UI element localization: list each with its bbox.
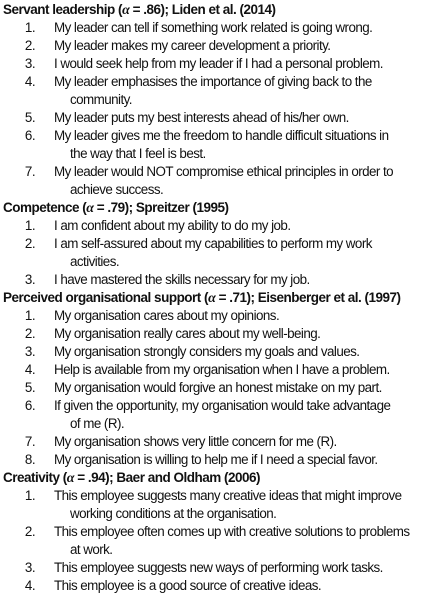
list-item — [3, 559, 443, 577]
item-number: 2. — [24, 524, 35, 539]
item-text: I have mastered the skills necessary for my job. — [54, 272, 310, 287]
item-number: 3. — [24, 560, 35, 575]
item-number: 7. — [24, 164, 35, 179]
item-list — [3, 487, 443, 595]
item-text-continued: community. — [70, 92, 132, 107]
item-text: This employee suggests new ways of performing work tasks. — [54, 560, 383, 575]
item-text: My leader can tell if something work related is going wrong. — [54, 20, 373, 35]
scale-heading-name: Competence ( — [3, 200, 87, 215]
list-item — [3, 397, 443, 433]
item-number: 5. — [24, 380, 35, 395]
list-item — [3, 163, 443, 199]
scale-heading-citation: = .71); Eisenberger et al. (1997) — [215, 290, 401, 305]
item-list — [3, 217, 443, 289]
item-text: My organisation is willing to help me if I need a special favor. — [54, 452, 378, 467]
item-number: 1. — [24, 218, 35, 233]
scale-section — [3, 1, 443, 199]
item-text: My organisation would forgive an honest mistake on my part. — [54, 380, 382, 395]
item-number: 2. — [24, 326, 35, 341]
item-text: Help is available from my organisation when I have a problem. — [54, 362, 390, 377]
list-item — [3, 343, 443, 361]
item-text: My leader would NOT compromise ethical principles in order to — [54, 164, 394, 179]
item-number: 3. — [24, 272, 35, 287]
list-item — [3, 73, 443, 109]
item-text: I am self-assured about my capabilities to perform my work — [54, 236, 372, 251]
item-number: 2. — [24, 236, 35, 251]
item-text-continued: achieve success. — [70, 182, 164, 197]
list-item — [3, 127, 443, 163]
item-list — [3, 19, 443, 199]
item-text: I would seek help from my leader if I had a personal problem. — [54, 56, 383, 71]
list-item — [3, 271, 443, 289]
alpha-symbol: α — [208, 291, 216, 306]
list-item — [3, 235, 443, 271]
list-item — [3, 37, 443, 55]
scale-heading — [3, 289, 443, 307]
list-item — [3, 379, 443, 397]
list-item — [3, 487, 443, 523]
scale-section — [3, 289, 443, 469]
list-item — [3, 19, 443, 37]
alpha-symbol: α — [86, 201, 94, 216]
scale-section — [3, 469, 443, 595]
item-text-continued: of me (R). — [70, 416, 125, 431]
item-number: 4. — [24, 578, 35, 593]
list-item — [3, 217, 443, 235]
scale-heading-citation: = .86); Liden et al. (2014) — [129, 2, 276, 17]
list-item — [3, 577, 443, 595]
item-number: 8. — [24, 452, 35, 467]
scale-heading-name: Servant leadership ( — [3, 2, 123, 17]
scale-heading — [3, 1, 443, 19]
item-number: 2. — [24, 38, 35, 53]
item-number: 1. — [24, 308, 35, 323]
list-item — [3, 55, 443, 73]
item-text: My leader emphasises the importance of giving back to the — [54, 74, 372, 89]
item-text-continued: the way that I feel is best. — [70, 146, 206, 161]
list-item — [3, 361, 443, 379]
list-item — [3, 109, 443, 127]
item-number: 6. — [24, 128, 35, 143]
item-text: My organisation really cares about my well-being. — [54, 326, 321, 341]
item-list — [3, 307, 443, 469]
item-number: 3. — [24, 56, 35, 71]
item-text-continued: at work. — [70, 542, 113, 557]
scale-heading — [3, 199, 443, 217]
item-number: 1. — [24, 20, 35, 35]
item-text: If given the opportunity, my organisation would take advantage — [54, 398, 391, 413]
item-text: This employee suggests many creative ideas that might improve — [54, 488, 402, 503]
scale-heading-citation: = .79); Spreitzer (1995) — [93, 200, 229, 215]
item-number: 3. — [24, 344, 35, 359]
alpha-symbol: α — [66, 471, 75, 486]
item-number: 7. — [24, 434, 35, 449]
item-text: My organisation strongly considers my goals and values. — [54, 344, 360, 359]
list-item — [3, 433, 443, 451]
item-text: My organisation shows very little concern for me (R). — [54, 434, 337, 449]
item-number: 5. — [24, 110, 35, 125]
item-number: 1. — [24, 488, 35, 503]
item-text: I am confident about my ability to do my job. — [54, 218, 291, 233]
scale-heading — [3, 469, 443, 487]
item-number: 4. — [24, 362, 35, 377]
item-text: This employee is a good source of creative ideas. — [54, 578, 322, 593]
scale-heading-citation: = .94); Baer and Oldham (2006) — [74, 470, 260, 485]
item-text-continued: working conditions at the organisation. — [70, 506, 277, 521]
scale-heading-name: Perceived organisational support ( — [3, 290, 209, 305]
list-item — [3, 523, 443, 559]
scale-section — [3, 199, 443, 289]
item-number: 6. — [24, 398, 35, 413]
item-text: My leader makes my career development a priority. — [54, 38, 331, 53]
item-text-continued: activities. — [70, 254, 120, 269]
item-number: 4. — [24, 74, 35, 89]
scale-heading-name: Creativity ( — [3, 470, 67, 485]
item-text: My leader gives me the freedom to handle difficult situations in — [54, 128, 389, 143]
list-item — [3, 451, 443, 469]
alpha-symbol: α — [122, 3, 130, 18]
list-item — [3, 325, 443, 343]
item-text: This employee often comes up with creative solutions to problems — [54, 524, 410, 539]
item-text: My organisation cares about my opinions. — [54, 308, 280, 323]
item-text: My leader puts my best interests ahead of his/her own. — [54, 110, 349, 125]
list-item — [3, 307, 443, 325]
